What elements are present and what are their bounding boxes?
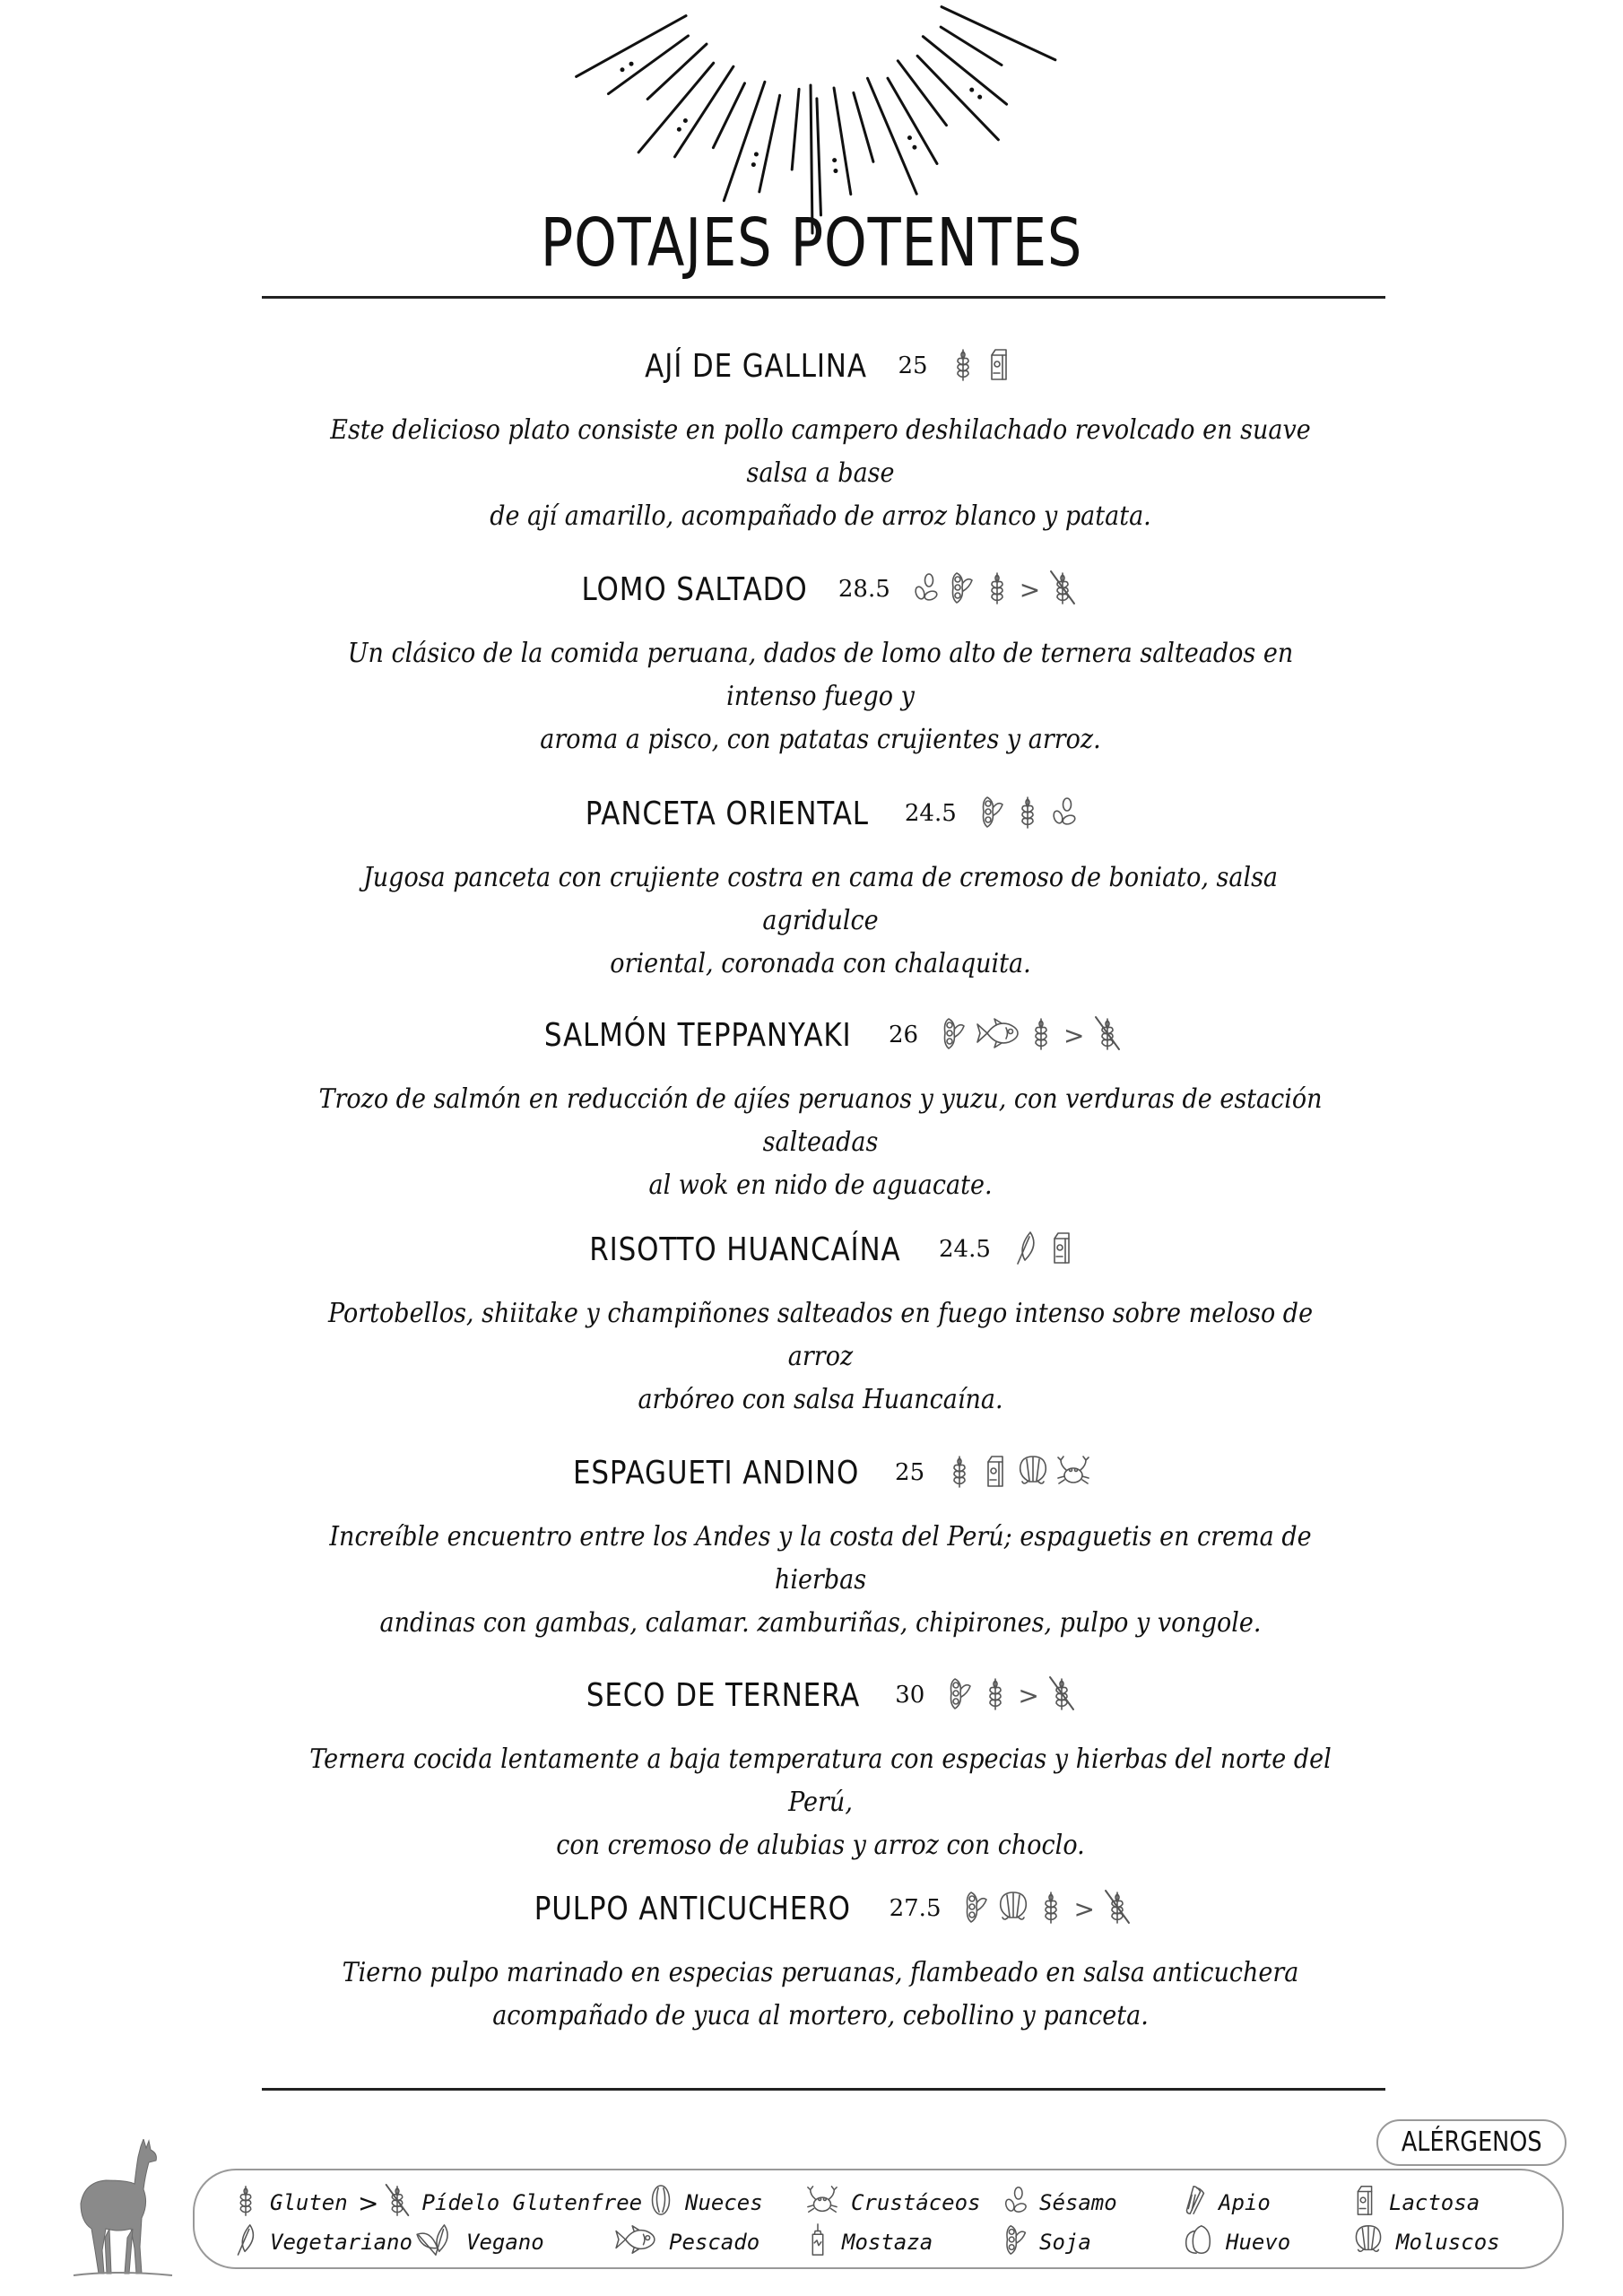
legend-label: Gluten [270, 2190, 348, 2215]
mollusc-icon [996, 1889, 1030, 1928]
dish-price: 28.5 [838, 576, 890, 603]
dish-item [251, 1222, 1390, 1422]
sun-ray [942, 7, 1055, 60]
dish-allergen-icons [944, 1675, 1076, 1715]
legend-item [1002, 2222, 1091, 2262]
gluten-icon [982, 570, 1012, 609]
legend-label: Crustáceos [851, 2190, 981, 2215]
dish-allergen-icons [1011, 1230, 1077, 1269]
gluten-icon [1036, 1889, 1066, 1928]
soy-icon [1002, 2222, 1039, 2262]
dish-allergen-icons [960, 1889, 1132, 1928]
legend-item [232, 2183, 348, 2222]
mollusc-icon [1016, 1453, 1050, 1492]
crustacean-icon [804, 2183, 851, 2222]
dish-allergen-icons [944, 1453, 1091, 1492]
sun-dot [620, 67, 624, 72]
dish-name: SECO DE TERNERA [586, 1676, 861, 1714]
sun-ray [724, 82, 765, 200]
dish-allergen-icons [910, 570, 1078, 609]
soy-icon [938, 1015, 968, 1055]
gluten-icon [1026, 1015, 1056, 1055]
page-title: POTAJES POTENTES [540, 204, 1083, 282]
dish-item [251, 1882, 1390, 2038]
dish-name: PANCETA ORIENTAL [585, 795, 870, 832]
gluten-free-option-symbol: > [1018, 1680, 1039, 1710]
soy-icon [944, 1675, 975, 1715]
legend-label: Nueces [685, 2190, 763, 2215]
dish-header [251, 787, 1390, 840]
egg-icon [1181, 2222, 1226, 2262]
gluten-icon [232, 2183, 270, 2222]
allergen-legend [193, 2169, 1564, 2269]
legend-item [804, 2222, 933, 2262]
nut-icon [647, 2183, 685, 2222]
legend-label: Soja [1039, 2230, 1091, 2255]
legend-item [1351, 2222, 1500, 2262]
vegan-icon [414, 2222, 466, 2262]
dish-description: Portobellos, shiitake y champiñones salteados en fuego intenso sobre meloso de arroz arbóreo con salsa Huancaína. [327, 1298, 1314, 1415]
gluten-icon [1012, 794, 1043, 833]
dish-allergen-icons [938, 1015, 1122, 1055]
sun-ray [792, 89, 799, 170]
dish-header [251, 1222, 1390, 1276]
soy-icon [960, 1889, 991, 1928]
dish-item [251, 562, 1390, 761]
sun-dot [629, 62, 634, 66]
celery-icon [1181, 2183, 1219, 2222]
gluten-free-option-symbol: > [1073, 1893, 1095, 1924]
sun-dot [754, 152, 759, 156]
dish-description: Increíble encuentro entre los Andes y la costa del Perú; espaguetis en crema de hierbas andinas con gambas, calamar. zamburiñas, chipirones, pulpo y vongole. [329, 1521, 1312, 1639]
sesame-icon [910, 570, 941, 609]
gluten-free-icon [1046, 1675, 1077, 1715]
legend-item [612, 2222, 759, 2262]
legend-label: Moluscos [1396, 2230, 1500, 2255]
sun-dot [907, 135, 912, 140]
sun-dot [977, 95, 982, 100]
dish-allergen-icons [948, 346, 1014, 386]
dish-description: Tierno pulpo marinado en especias peruanas, flambeado en salsa anticuchera acompañado de yuca al mortero, cebollino y panceta. [342, 1957, 1299, 2031]
dish-price: 24.5 [904, 800, 957, 827]
dish-header [251, 562, 1390, 616]
sun-ray [713, 83, 744, 148]
legend-label: Vegetariano [270, 2230, 412, 2255]
sun-ray [577, 16, 686, 77]
dish-price: 24.5 [938, 1236, 991, 1263]
lactose-icon [1046, 1230, 1077, 1269]
dish-header [251, 339, 1390, 393]
dish-description: Trozo de salmón en reducción de ajíes peruanos y yuzu, con verduras de estación salteadas al wok en nido de aguacate. [318, 1083, 1323, 1201]
sun-dot [677, 127, 681, 132]
gluten-free-icon [1102, 1889, 1133, 1928]
legend-label: Pescado [669, 2230, 760, 2255]
crustacean-icon [1055, 1453, 1091, 1492]
legend-label: Sésamo [1039, 2190, 1117, 2215]
sun-ray [834, 88, 851, 195]
gluten-icon [948, 346, 978, 386]
sun-ray [923, 37, 1006, 105]
dish-price: 26 [888, 1022, 919, 1048]
dish-description: Este delicioso plato consiste en pollo campero deshilachado revolcado en suave salsa a base de ají amarillo, acompañado de arroz blanco y patata. [330, 414, 1311, 532]
sun-dot [833, 169, 838, 173]
dish-item [251, 787, 1390, 986]
dish-description: Jugosa panceta con crujiente costra en cama de cremoso de boniato, salsa agridulce oriental, coronada con chalaquita. [362, 862, 1279, 979]
dish-description: Ternera cocida lentamente a baja temperatura con especias y hierbas del norte del Perú, con cremoso de alubias y arroz con choclo. [309, 1744, 1332, 1861]
sun-ray [647, 44, 707, 99]
gluten-free-icon [1047, 570, 1078, 609]
dish-name: RISOTTO HUANCAÍNA [589, 1231, 901, 1268]
sun-ray [854, 92, 873, 161]
dish-price: 30 [895, 1682, 925, 1709]
mustard-icon [804, 2222, 842, 2262]
title-divider [262, 296, 1385, 299]
dish-price: 25 [898, 352, 928, 379]
vegetarian-icon [1011, 1230, 1041, 1269]
sun-dot [969, 88, 974, 92]
dish-name: SALMÓN TEPPANYAKI [543, 1016, 852, 1054]
gluten-free-icon [384, 2183, 421, 2222]
gluten-icon [944, 1453, 975, 1492]
gluten-free-option-symbol: > [1063, 1020, 1085, 1050]
footer-divider [262, 2088, 1385, 2091]
legend-item [232, 2222, 412, 2262]
mollusc-icon [1351, 2222, 1396, 2262]
gluten-free-option-symbol: > [1019, 574, 1041, 604]
dish-header [251, 1668, 1390, 1722]
sun-ray [675, 66, 733, 157]
fish-icon [974, 1015, 1020, 1055]
sun-ray [888, 78, 937, 163]
legend-item [647, 2183, 763, 2222]
allergens-badge: ALÉRGENOS [1376, 2119, 1567, 2166]
soy-icon [976, 794, 1007, 833]
legend-item [356, 2183, 642, 2222]
sun-dot [751, 162, 756, 167]
dish-price: 27.5 [889, 1895, 942, 1922]
sesame-icon [1048, 794, 1079, 833]
legend-item [1002, 2183, 1117, 2222]
legend-label: Mostaza [842, 2230, 933, 2255]
gluten-free-icon [1092, 1015, 1123, 1055]
gluten-free-option-symbol: > [358, 2187, 379, 2218]
sun-ray [917, 56, 998, 140]
sun-dot [912, 145, 916, 150]
soy-icon [946, 570, 976, 609]
fish-icon [612, 2222, 669, 2262]
lactose-icon [1351, 2183, 1389, 2222]
dish-item [251, 1668, 1390, 1867]
dish-price: 25 [895, 1459, 925, 1486]
legend-item [1181, 2222, 1290, 2262]
dish-name: LOMO SALTADO [581, 570, 808, 608]
legend-item [1351, 2183, 1480, 2222]
legend-item [1181, 2183, 1271, 2222]
dish-item [251, 1446, 1390, 1645]
llama-illustration [56, 2139, 190, 2283]
dish-name: AJÍ DE GALLINA [645, 347, 868, 385]
lactose-icon [984, 346, 1014, 386]
dish-item [251, 339, 1390, 538]
dish-description: Un clásico de la comida peruana, dados de lomo alto de ternera salteados en intenso fuego y aroma a pisco, con patatas crujientes y arroz. [347, 638, 1294, 755]
legend-label: Lactosa [1389, 2190, 1480, 2215]
legend-item [804, 2183, 981, 2222]
legend-label: Vegano [466, 2230, 544, 2255]
sun-dot [683, 118, 688, 123]
lactose-icon [980, 1453, 1011, 1492]
dish-allergen-icons [976, 794, 1079, 833]
legend-label: Pídelo Glutenfree [421, 2190, 643, 2215]
vegetarian-icon [232, 2222, 270, 2262]
dish-header [251, 1446, 1390, 1500]
dish-header [251, 1882, 1390, 1935]
sun-ray [608, 36, 688, 94]
sun-ray [759, 95, 780, 192]
gluten-icon [980, 1675, 1011, 1715]
legend-label: Huevo [1226, 2230, 1291, 2255]
dish-name: PULPO ANTICUCHERO [534, 1890, 851, 1927]
sesame-icon [1002, 2183, 1039, 2222]
sun-ray [638, 63, 714, 152]
sun-dot [832, 158, 837, 162]
legend-label: Apio [1219, 2190, 1271, 2215]
sun-ray [817, 99, 821, 215]
dish-header [251, 1008, 1390, 1062]
sun-ray [898, 61, 946, 126]
dish-name: ESPAGUETI ANDINO [572, 1454, 860, 1492]
legend-item [414, 2222, 544, 2262]
dish-item [251, 1008, 1390, 1207]
